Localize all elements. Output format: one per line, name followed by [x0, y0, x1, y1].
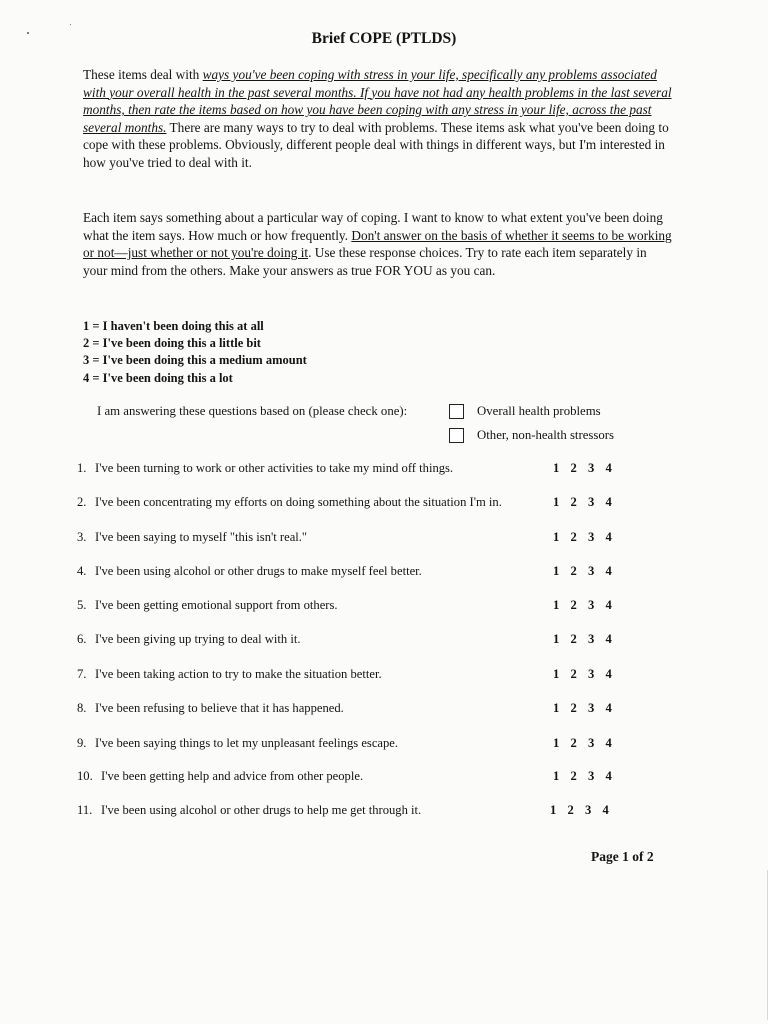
response-option-3[interactable]: 3 [588, 701, 595, 715]
question-number: 9. [77, 736, 87, 750]
instructions-underlined: Don't answer on the basis of whether it seems to be working or not—just whether or not you're doing it [83, 227, 672, 261]
response-option-2[interactable]: 2 [570, 598, 577, 612]
response-options [550, 803, 620, 818]
overall-health-checkbox[interactable] [449, 404, 464, 419]
question-number: 2. [77, 495, 87, 509]
question-item [77, 495, 697, 515]
response-options [553, 530, 623, 545]
response-options [553, 598, 623, 613]
response-option-3[interactable]: 3 [588, 461, 595, 475]
document-title: Brief COPE (PTLDS) [311, 30, 457, 47]
response-option-2[interactable]: 2 [570, 495, 577, 509]
response-option-1[interactable]: 1 [553, 564, 560, 578]
question-item [77, 632, 697, 652]
overall-health-label: Overall health problems [477, 404, 601, 418]
response-option-2[interactable]: 2 [570, 701, 577, 715]
response-scale [83, 318, 307, 387]
response-options [553, 564, 623, 579]
question-item [77, 803, 697, 823]
response-option-4[interactable]: 4 [605, 598, 612, 612]
question-text: I've been saying things to let my unpleasant feelings escape. [95, 736, 399, 750]
question-number: 4. [77, 564, 87, 578]
answer-basis-prompt: I am answering these questions based on (please check one): [97, 404, 408, 418]
response-option-4[interactable]: 4 [605, 701, 612, 715]
response-option-4[interactable]: 4 [605, 564, 612, 578]
scale-4: 4 = I've been doing this a lot [83, 370, 233, 385]
response-options [553, 632, 623, 647]
question-number: 10. [77, 769, 93, 783]
response-options [553, 495, 623, 510]
response-option-4[interactable]: 4 [605, 769, 612, 783]
response-option-3[interactable]: 3 [588, 769, 595, 783]
scale-2: 2 = I've been doing this a little bit [83, 336, 261, 351]
intro-rest: There are many ways to try to deal with problems. These items ask what you've been doing to cope with these problems. Obviously, different people deal with things in different ways, but I'm interested in how you've tried to deal with it. [83, 119, 669, 170]
response-option-4[interactable]: 4 [605, 461, 612, 475]
question-number: 8. [77, 701, 87, 715]
response-option-2[interactable]: 2 [570, 530, 577, 544]
question-number: 3. [77, 530, 87, 544]
question-item [77, 667, 697, 687]
response-option-1[interactable]: 1 [553, 461, 560, 475]
response-option-1[interactable]: 1 [550, 803, 557, 817]
question-text: I've been using alcohol or other drugs to help me get through it. [101, 803, 422, 817]
response-options [553, 667, 623, 682]
response-option-3[interactable]: 3 [588, 736, 595, 750]
question-text: I've been refusing to believe that it has happened. [95, 701, 344, 715]
question-text: I've been using alcohol or other drugs to make myself feel better. [95, 564, 422, 578]
page-number: Page 1 of 2 [591, 849, 654, 864]
instructions-paragraph [83, 209, 673, 279]
question-number: 11. [77, 803, 93, 817]
question-number: 6. [77, 632, 87, 646]
question-item [77, 769, 697, 789]
response-option-1[interactable]: 1 [553, 667, 560, 681]
response-option-3[interactable]: 3 [588, 632, 595, 646]
response-options [553, 769, 623, 784]
response-option-2[interactable]: 2 [570, 632, 577, 646]
response-options [553, 736, 623, 751]
response-option-4[interactable]: 4 [605, 495, 612, 509]
response-option-1[interactable]: 1 [553, 495, 560, 509]
response-options [553, 701, 623, 716]
question-text: I've been saying to myself "this isn't real." [95, 530, 308, 544]
question-text: I've been getting help and advice from other people. [101, 769, 364, 783]
response-option-3[interactable]: 3 [588, 564, 595, 578]
response-option-4[interactable]: 4 [605, 530, 612, 544]
response-option-2[interactable]: 2 [570, 736, 577, 750]
response-option-4[interactable]: 4 [605, 736, 612, 750]
response-option-1[interactable]: 1 [553, 530, 560, 544]
question-item [77, 736, 697, 756]
response-options [553, 461, 623, 476]
response-option-1[interactable]: 1 [553, 632, 560, 646]
response-option-4[interactable]: 4 [605, 667, 612, 681]
question-number: 1. [77, 461, 87, 475]
response-option-3[interactable]: 3 [588, 495, 595, 509]
response-option-2[interactable]: 2 [570, 564, 577, 578]
response-option-1[interactable]: 1 [553, 736, 560, 750]
question-item [77, 598, 697, 618]
response-option-3[interactable]: 3 [588, 598, 595, 612]
instructions-rest: . Use these response choices. Try to rate each item separately in your mind from the others. Make your answers as true FOR YOU as you can. [83, 245, 647, 278]
non-health-label: Other, non-health stressors [477, 428, 615, 442]
response-option-4[interactable]: 4 [602, 803, 609, 817]
response-option-3[interactable]: 3 [588, 530, 595, 544]
response-option-2[interactable]: 2 [570, 769, 577, 783]
response-option-1[interactable]: 1 [553, 701, 560, 715]
response-option-1[interactable]: 1 [553, 769, 560, 783]
intro-paragraph [83, 66, 673, 172]
question-number: 5. [77, 598, 87, 612]
question-item [77, 564, 697, 584]
question-item [77, 530, 697, 550]
question-text: I've been turning to work or other activities to take my mind off things. [95, 461, 454, 475]
question-item [77, 461, 697, 481]
response-option-3[interactable]: 3 [585, 803, 592, 817]
intro-underlined: ways you've been coping with stress in your life, specifically any problems associated with your overall health in the past several months. If you have not had any health problems in the last several months, then rate the items based on how you have been coping with any stress in your life, across the past several months. [83, 67, 672, 135]
response-option-2[interactable]: 2 [570, 461, 577, 475]
response-option-1[interactable]: 1 [553, 598, 560, 612]
question-number: 7. [77, 667, 87, 681]
instructions-lead: Each item says something about a particular way of coping. I want to know to what extent you've been doing what the item says. How much or how frequently. [83, 210, 663, 243]
response-option-2[interactable]: 2 [567, 803, 574, 817]
question-text: I've been getting emotional support from others. [95, 598, 338, 612]
scale-1: 1 = I haven't been doing this at all [83, 319, 264, 333]
response-option-4[interactable]: 4 [605, 632, 612, 646]
scale-3: 3 = I've been doing this a medium amount [83, 353, 307, 368]
non-health-checkbox[interactable] [449, 428, 464, 443]
response-option-2[interactable]: 2 [570, 667, 577, 681]
question-text: I've been taking action to try to make the situation better. [95, 667, 382, 681]
question-item [77, 701, 697, 721]
response-option-3[interactable]: 3 [588, 667, 595, 681]
intro-lead: These items deal with [83, 67, 203, 82]
question-text: I've been giving up trying to deal with it. [95, 632, 301, 646]
scan-speck [70, 24, 71, 25]
question-text: I've been concentrating my efforts on doing something about the situation I'm in. [95, 495, 502, 509]
